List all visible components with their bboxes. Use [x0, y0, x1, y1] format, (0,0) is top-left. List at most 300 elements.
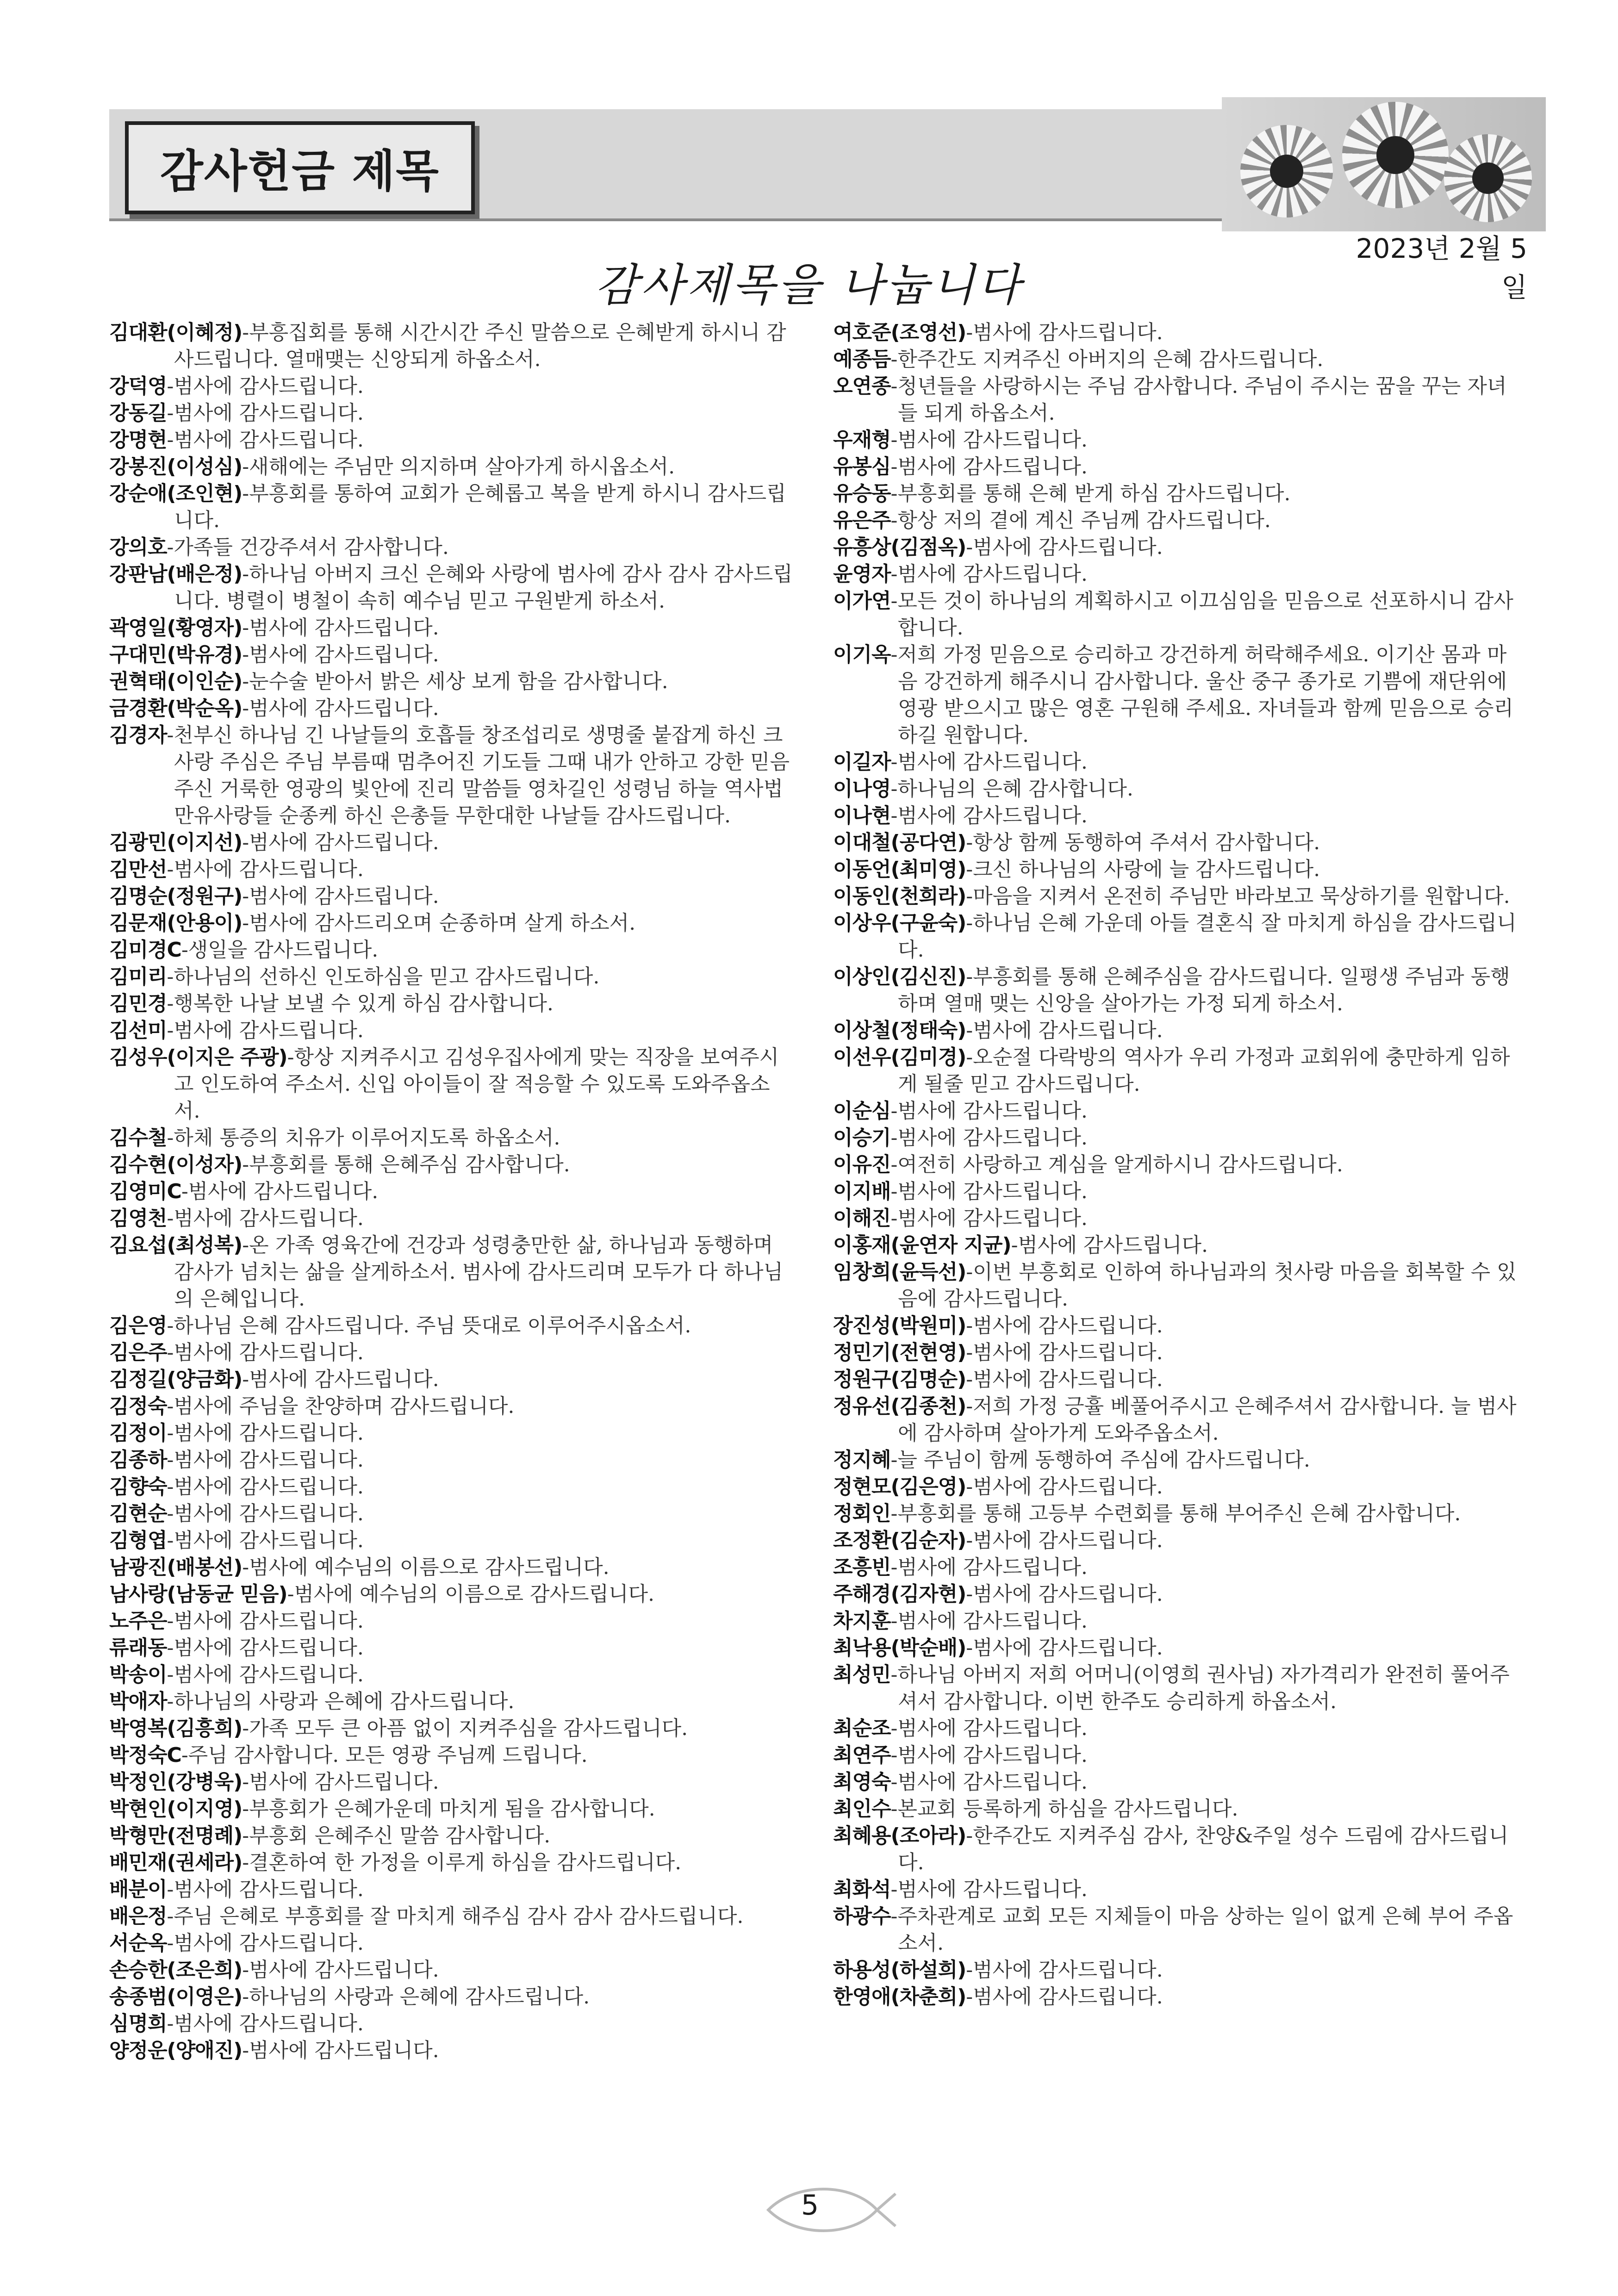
- entry-name: 예종듬: [833, 348, 891, 371]
- entry-text: -하나님의 은혜 감사합니다.: [890, 777, 1133, 801]
- list-item: [109, 695, 794, 722]
- entry-name: 김미경C: [109, 938, 181, 962]
- entry-text: -행복한 나날 보낼 수 있게 하심 감사합니다.: [167, 992, 554, 1015]
- list-item: [109, 534, 794, 561]
- list-item: [833, 346, 1518, 373]
- entry-text: -하나님 아버지 크신 은혜와 사랑에 범사에 감사 감사 감사드립니다. 병렬이 병철이 속히 예수님 믿고 구원받게 하소서.: [174, 562, 793, 613]
- entry-name: 이길자: [833, 750, 891, 774]
- list-item: [109, 668, 794, 695]
- entry-text: -범사에 감사드립니다.: [167, 1663, 364, 1686]
- entry-name: 강순애(조인현): [109, 482, 243, 505]
- entry-name: 이대철(공다연): [833, 831, 966, 854]
- flower-icon: [1444, 134, 1532, 222]
- entry-text: -범사에 감사드립니다.: [242, 643, 439, 666]
- sunflower-illustration: [1222, 97, 1546, 231]
- entry-name: 여호준(조영선): [833, 321, 966, 344]
- entry-name: 김성우(이지은 주광): [109, 1045, 287, 1069]
- list-item: [109, 990, 794, 1017]
- list-item: [109, 883, 794, 910]
- entry-text: -범사에 감사드립니다.: [167, 1529, 364, 1552]
- entry-text: -범사에 예수님의 이름으로 감사드립니다.: [242, 1556, 610, 1579]
- entry-text: -범사에 감사드립니다.: [890, 1099, 1088, 1123]
- entry-text: -하나님 은혜 감사드립니다. 주님 뜻대로 이루어주시옵소서.: [167, 1314, 691, 1338]
- list-item: [833, 561, 1518, 588]
- entry-text: -범사에 감사드립니다.: [1011, 1233, 1208, 1257]
- list-item: [833, 1661, 1518, 1715]
- entry-name: 이상우(구윤숙): [833, 911, 966, 935]
- entry-text: -청년들을 사랑하시는 주님 감사합니다. 주님이 주시는 꿈을 꾸는 자녀들 되게 하옵소서.: [890, 374, 1507, 425]
- entry-text: -온 가족 영육간에 건강과 성령충만한 삶, 하나님과 동행하며 감사가 넘치는 삶을 살게하소서. 범사에 감사드리며 모두가 다 하나님의 은혜입니다.: [174, 1233, 783, 1311]
- entry-name: 김현순: [109, 1502, 167, 1525]
- entry-name: 강판남(배은정): [109, 562, 243, 586]
- flower-icon: [1240, 125, 1333, 218]
- list-item: [833, 1581, 1518, 1608]
- list-item: [833, 1205, 1518, 1232]
- list-item: [109, 1608, 794, 1635]
- entry-text: -하나님의 사랑과 은혜에 감사드립니다.: [242, 1985, 590, 2009]
- entry-text: -한주간도 지켜주심 감사, 찬양&주일 성수 드림에 감사드립니다.: [898, 1824, 1509, 1874]
- list-item: [109, 1742, 794, 1769]
- entry-text: -범사에 감사드립니다.: [167, 401, 364, 425]
- entry-text: -범사에 감사드립니다.: [167, 374, 364, 398]
- entry-text: -범사에 감사드립니다.: [167, 1878, 364, 1901]
- list-item: [109, 937, 794, 964]
- list-item: [109, 1313, 794, 1339]
- entry-name: 정민기(전현영): [833, 1341, 966, 1364]
- entry-name: 강봉진(이성심): [109, 455, 243, 479]
- entry-text: -생일을 감사드립니다.: [181, 938, 379, 962]
- list-item: [833, 1366, 1518, 1393]
- list-item: [833, 1474, 1518, 1500]
- entry-name: 최낙용(박순배): [833, 1636, 966, 1660]
- entry-text: -범사에 감사드립니다.: [167, 1207, 364, 1230]
- list-item: [109, 1823, 794, 1849]
- entry-name: 이가연: [833, 589, 891, 613]
- entry-text: -하체 통증의 치유가 이루어지도록 하옵소서.: [167, 1126, 560, 1150]
- list-item: [833, 1339, 1518, 1366]
- entry-text: -범사에 감사드립니다.: [890, 1126, 1088, 1150]
- entry-text: -범사에 감사드립니다.: [890, 1878, 1088, 1901]
- entry-text: -범사에 감사드립니다.: [242, 1958, 439, 1982]
- entry-name: 이홍재(윤연자 지균): [833, 1233, 1011, 1257]
- entry-name: 구대민(박유경): [109, 643, 243, 666]
- entry-text: -범사에 감사드립니다.: [966, 1341, 1163, 1364]
- right-column: [833, 319, 1518, 2010]
- entry-name: 장진성(박원미): [833, 1314, 966, 1338]
- entry-text: -범사에 감사드립니다.: [167, 2012, 364, 2035]
- list-item: [833, 1232, 1518, 1259]
- entry-text: -결혼하여 한 가정을 이루게 하심을 감사드립니다.: [242, 1851, 682, 1874]
- list-item: [109, 615, 794, 641]
- entry-text: -가족들 건강주셔서 감사합니다.: [167, 535, 449, 559]
- entry-text: -범사에 감사드립니다.: [966, 1582, 1163, 1606]
- list-item: [833, 1608, 1518, 1635]
- entry-name: 이나현: [833, 804, 891, 828]
- entry-name: 김정이: [109, 1421, 167, 1445]
- entry-name: 유봉심: [833, 455, 891, 479]
- entry-text: -범사에 감사드립니다.: [890, 1770, 1088, 1794]
- entry-text: -크신 하나님의 사랑에 늘 감사드립니다.: [966, 858, 1320, 881]
- entry-name: 강명현: [109, 428, 167, 452]
- list-item: [109, 373, 794, 400]
- list-item: [109, 910, 794, 937]
- list-item: [109, 1232, 794, 1313]
- entry-name: 이해진: [833, 1207, 891, 1230]
- entry-text: -범사에 감사드립니다.: [167, 428, 364, 452]
- list-item: [833, 1796, 1518, 1823]
- entry-name: 배은정: [109, 1904, 167, 1928]
- entry-text: -범사에 감사드립니다.: [242, 2039, 439, 2062]
- entry-name: 강의호: [109, 535, 167, 559]
- entry-text: -범사에 감사드립니다.: [242, 616, 439, 640]
- list-item: [833, 1984, 1518, 2010]
- list-item: [833, 1903, 1518, 1957]
- list-item: [109, 641, 794, 668]
- entry-text: -범사에 감사드립니다.: [167, 1609, 364, 1633]
- entry-name: 윤영자: [833, 562, 891, 586]
- entry-name: 배분이: [109, 1878, 167, 1901]
- entry-text: -하나님의 사랑과 은혜에 감사드립니다.: [167, 1690, 515, 1713]
- list-item: [109, 1339, 794, 1366]
- list-item: [833, 1017, 1518, 1044]
- list-item: [109, 1661, 794, 1688]
- entry-text: -범사에 감사드립니다.: [242, 831, 439, 854]
- list-item: [833, 856, 1518, 883]
- list-item: [109, 1393, 794, 1420]
- entry-name: 김만선: [109, 858, 167, 881]
- entry-text: -가족 모두 큰 아픔 없이 지켜주심을 감사드립니다.: [242, 1717, 688, 1740]
- list-item: [109, 1151, 794, 1178]
- entry-name: 김문재(안용이): [109, 911, 243, 935]
- entry-name: 김수철: [109, 1126, 167, 1150]
- entry-text: -범사에 감사드립니다.: [890, 1556, 1088, 1579]
- entry-name: 김은주: [109, 1341, 167, 1364]
- entry-text: -범사에 감사드립니다.: [966, 1475, 1163, 1499]
- entry-text: -범사에 감사드립니다.: [966, 321, 1163, 344]
- entry-name: 이동인(천희라): [833, 884, 966, 908]
- entry-text: -범사에 감사드립니다.: [890, 1743, 1088, 1767]
- list-item: [833, 1527, 1518, 1554]
- entry-name: 남광진(배봉선): [109, 1556, 243, 1579]
- entry-name: 최영숙: [833, 1770, 891, 1794]
- entry-text: -범사에 감사드립니다.: [966, 1368, 1163, 1391]
- entry-text: -여전히 사랑하고 계심을 알게하시니 감사드립니다.: [890, 1153, 1343, 1176]
- entry-name: 이나영: [833, 777, 891, 801]
- entry-text: -범사에 감사드립니다.: [966, 1019, 1163, 1042]
- entry-text: -범사에 감사드립니다.: [167, 1636, 364, 1660]
- entry-name: 김경자: [109, 723, 167, 747]
- entry-name: 박현인(이지영): [109, 1797, 243, 1821]
- list-item: [833, 1769, 1518, 1796]
- entry-text: -범사에 감사드립니다.: [167, 1931, 364, 1955]
- entry-name: 김정숙: [109, 1394, 167, 1418]
- entry-text: -늘 주님이 함께 동행하여 주심에 감사드립니다.: [890, 1448, 1310, 1472]
- entry-text: -부흥집회를 통해 시간시간 주신 말씀으로 은혜받게 하시니 감사드립니다. 열매맺는 신앙되게 하옵소서.: [174, 321, 786, 371]
- section-subtitle: 감사제목을 나눕니다: [595, 259, 1023, 311]
- entry-text: -부흥회를 통해 은혜 받게 하심 감사드립니다.: [890, 482, 1291, 505]
- entry-name: 최화석: [833, 1878, 891, 1901]
- list-item: [833, 1500, 1518, 1527]
- entry-text: -항상 저의 곁에 계신 주님께 감사드립니다.: [890, 509, 1271, 532]
- list-item: [109, 964, 794, 990]
- entry-name: 박형만(전명례): [109, 1824, 243, 1848]
- entry-name: 정원구(김명순): [833, 1368, 966, 1391]
- entry-name: 유은주: [833, 509, 891, 532]
- entry-name: 김향숙: [109, 1475, 167, 1499]
- list-item: [833, 964, 1518, 1017]
- entry-text: -부흥회를 통해 은혜주심을 감사드립니다. 일평생 주님과 동행하며 열매 맺는 신앙을 살아가는 가정 되게 하소서.: [898, 965, 1510, 1015]
- list-item: [833, 1044, 1518, 1098]
- list-item: [833, 1554, 1518, 1581]
- list-item: [833, 1635, 1518, 1661]
- list-item: [109, 1044, 794, 1125]
- list-item: [833, 534, 1518, 561]
- entry-name: 최연주: [833, 1743, 891, 1767]
- entry-text: -이번 부흥회로 인하여 하나님과의 첫사랑 마음을 회복할 수 있음에 감사드립니다.: [898, 1260, 1517, 1311]
- entry-text: -하나님 은혜 가운데 아들 결혼식 잘 마치게 하심을 감사드립니다.: [898, 911, 1517, 962]
- entry-text: -항상 지켜주시고 김성우집사에게 맞는 직장을 보여주시고 인도하여 주소서. 신입 아이들이 잘 적응할 수 있도록 도와주옵소서.: [174, 1045, 779, 1123]
- entry-text: -부흥회가 은혜가운데 마치게 됨을 감사합니다.: [242, 1797, 655, 1821]
- entry-name: 오연종: [833, 374, 891, 398]
- list-item: [833, 1823, 1518, 1876]
- entry-name: 이지배: [833, 1180, 891, 1203]
- entry-name: 김광민(이지선): [109, 831, 243, 854]
- entry-name: 김명순(정원구): [109, 884, 243, 908]
- entry-text: -부흥회를 통해 은혜주심 감사합니다.: [242, 1153, 570, 1176]
- entry-name: 정회인: [833, 1502, 891, 1525]
- entry-name: 이선우(김미경): [833, 1045, 966, 1069]
- entry-text: -범사에 감사드립니다.: [167, 1019, 364, 1042]
- list-item: [109, 1366, 794, 1393]
- entry-text: -모든 것이 하나님의 계획하시고 이끄심임을 믿음으로 선포하시니 감사합니다.: [890, 589, 1513, 640]
- list-item: [109, 856, 794, 883]
- list-item: [109, 1715, 794, 1742]
- entry-name: 권혁태(이인순): [109, 670, 243, 693]
- entry-text: -범사에 감사드립니다.: [966, 1985, 1163, 2009]
- entry-name: 하광수: [833, 1904, 891, 1928]
- entry-text: -범사에 감사드립니다.: [890, 804, 1088, 828]
- entry-text: -범사에 감사드립니다.: [966, 1314, 1163, 1338]
- list-item: [833, 1098, 1518, 1125]
- list-item: [833, 1715, 1518, 1742]
- list-item: [833, 1957, 1518, 1984]
- entry-text: -범사에 감사드립니다.: [181, 1180, 379, 1203]
- list-item: [833, 1876, 1518, 1903]
- entry-name: 박정인(강병욱): [109, 1770, 243, 1794]
- entry-name: 심명희: [109, 2012, 167, 2035]
- list-item: [109, 319, 794, 373]
- entry-name: 강덕영: [109, 374, 167, 398]
- list-item: [109, 2010, 794, 2037]
- entry-text: -범사에 예수님의 이름으로 감사드립니다.: [287, 1582, 654, 1606]
- entry-name: 정지혜: [833, 1448, 891, 1472]
- entry-name: 김미리: [109, 965, 167, 989]
- list-item: [109, 1554, 794, 1581]
- list-item: [833, 641, 1518, 749]
- entry-text: -범사에 감사드립니다.: [242, 697, 439, 720]
- entry-name: 금경환(박순옥): [109, 697, 243, 720]
- entry-name: 우재형: [833, 428, 891, 452]
- list-item: [109, 2037, 794, 2064]
- list-item: [109, 1527, 794, 1554]
- list-item: [109, 1957, 794, 1984]
- entry-text: -범사에 감사드립니다.: [242, 1368, 439, 1391]
- entry-name: 박애자: [109, 1690, 167, 1713]
- list-item: [109, 1500, 794, 1527]
- entry-name: 박영복(김흥희): [109, 1717, 243, 1740]
- entry-name: 배민재(권세라): [109, 1851, 243, 1874]
- list-item: [833, 1151, 1518, 1178]
- entry-text: -범사에 감사드립니다.: [242, 884, 439, 908]
- entry-name: 박정숙C: [109, 1743, 181, 1767]
- entry-name: 이상철(정태숙): [833, 1019, 966, 1042]
- entry-text: -범사에 감사드립니다.: [890, 1207, 1088, 1230]
- list-item: [109, 1930, 794, 1957]
- entry-name: 이유진: [833, 1153, 891, 1176]
- entry-name: 차지훈: [833, 1609, 891, 1633]
- issue-date: 2023년 2월 5일: [1356, 233, 1527, 303]
- entry-name: 이승기: [833, 1126, 891, 1150]
- entry-text: -주차관계로 교회 모든 지체들이 마음 상하는 일이 없게 은혜 부어 주옵소서.: [890, 1904, 1513, 1955]
- entry-text: -범사에 주님을 찬양하며 감사드립니다.: [167, 1394, 515, 1418]
- entry-text: -하나님의 선하신 인도하심을 믿고 감사드립니다.: [167, 965, 600, 989]
- entry-name: 조정환(김순자): [833, 1529, 966, 1552]
- list-item: [109, 454, 794, 480]
- entry-text: -천부신 하나님 긴 나날들의 호흡들 창조섭리로 생명줄 붙잡게 하신 크사랑 주심은 주님 부름때 멈추어진 기도들 그때 내가 안하고 강한 믿음 주신 거룩한 영광의 빛안에 진리 말씀들 영차길인 성령님 하늘 역사법 만유사랑들 순종케 하신 은총들 무한대한 나날들 감사드립니다.: [167, 723, 790, 828]
- list-item: [109, 400, 794, 427]
- entry-text: -범사에 감사드립니다.: [167, 1475, 364, 1499]
- entry-name: 최순조: [833, 1717, 891, 1740]
- list-item: [109, 1635, 794, 1661]
- entry-text: -주님 은혜로 부흥회를 잘 마치게 해주심 감사 감사 감사드립니다.: [167, 1904, 744, 1928]
- entry-name: 이순심: [833, 1099, 891, 1123]
- list-item: [833, 507, 1518, 534]
- list-item: [109, 1769, 794, 1796]
- list-item: [833, 910, 1518, 964]
- list-item: [109, 480, 794, 534]
- entry-name: 김영천: [109, 1207, 167, 1230]
- list-item: [833, 427, 1518, 454]
- list-item: [109, 722, 794, 829]
- entry-text: -범사에 감사드립니다.: [966, 1529, 1163, 1552]
- entry-text: -범사에 감사드립니다.: [167, 1421, 364, 1445]
- entry-name: 이기옥: [833, 643, 891, 666]
- entry-text: -눈수술 받아서 밝은 세상 보게 함을 감사합니다.: [242, 670, 668, 693]
- entry-name: 김영미C: [109, 1180, 181, 1203]
- entry-text: -범사에 감사드립니다.: [242, 1770, 439, 1794]
- entry-name: 김민경: [109, 992, 167, 1015]
- entry-text: -범사에 감사드립니다.: [890, 455, 1088, 479]
- entry-name: 이상인(김신진): [833, 965, 966, 989]
- left-column: [109, 319, 794, 2064]
- entry-name: 한영애(차춘희): [833, 1985, 966, 2009]
- entry-name: 강동길: [109, 401, 167, 425]
- entry-text: -부흥회 은혜주신 말씀 감사합니다.: [242, 1824, 551, 1848]
- entry-name: 김선미: [109, 1019, 167, 1042]
- list-item: [109, 1581, 794, 1608]
- list-item: [109, 1017, 794, 1044]
- flower-icon: [1342, 102, 1449, 208]
- list-item: [833, 1178, 1518, 1205]
- entry-text: -본교회 등록하게 하심을 감사드립니다.: [890, 1797, 1238, 1821]
- list-item: [109, 1420, 794, 1447]
- entry-text: -범사에 감사드립니다.: [890, 428, 1088, 452]
- entry-name: 김종하: [109, 1448, 167, 1472]
- entry-name: 정유선(김종천): [833, 1394, 966, 1418]
- entry-name: 이동언(최미영): [833, 858, 966, 881]
- list-item: [833, 588, 1518, 641]
- list-item: [109, 1984, 794, 2010]
- list-item: [833, 1125, 1518, 1151]
- page-title: 감사헌금 제목: [125, 121, 475, 214]
- entry-name: 서순옥: [109, 1931, 167, 1955]
- list-item: [833, 480, 1518, 507]
- list-item: [833, 776, 1518, 803]
- entry-name: 손승한(조은희): [109, 1958, 243, 1982]
- list-item: [109, 1796, 794, 1823]
- entry-name: 김대환(이혜정): [109, 321, 243, 344]
- entry-name: 남사랑(남동균 믿음): [109, 1582, 287, 1606]
- list-item: [109, 561, 794, 615]
- entry-text: -범사에 감사드립니다.: [890, 1180, 1088, 1203]
- list-item: [109, 829, 794, 856]
- entry-text: -새해에는 주님만 의지하며 살아가게 하시옵소서.: [242, 455, 675, 479]
- entry-name: 주해경(김자현): [833, 1582, 966, 1606]
- entry-text: -오순절 다락방의 역사가 우리 가정과 교회위에 충만하게 임하게 될줄 믿고 감사드립니다.: [898, 1045, 1510, 1096]
- entry-text: -저희 가정 믿음으로 승리하고 강건하게 허락해주세요. 이기산 몸과 마음 강건하게 해주시니 감사합니다. 울산 중구 종가로 기쁨에 재단위에 영광 받으시고 많은 영혼 구원해 주세요. 자녀들과 함께 믿음으로 승리하길 원합니다.: [890, 643, 1513, 747]
- list-item: [109, 1474, 794, 1500]
- entry-name: 김형엽: [109, 1529, 167, 1552]
- entry-text: -범사에 감사드립니다.: [167, 1341, 364, 1364]
- entry-name: 김수현(이성자): [109, 1153, 243, 1176]
- entry-name: 조흥빈: [833, 1556, 891, 1579]
- entry-text: -범사에 감사드립니다.: [167, 1502, 364, 1525]
- entry-text: -범사에 감사드립니다.: [890, 562, 1088, 586]
- list-item: [109, 1178, 794, 1205]
- entry-text: -저희 가정 긍휼 베풀어주시고 은혜주셔서 감사합니다. 늘 범사에 감사하며 살아가게 도와주옵소서.: [898, 1394, 1517, 1445]
- entry-text: -범사에 감사드립니다.: [966, 1958, 1163, 1982]
- entry-text: -범사에 감사드립니다.: [890, 1609, 1088, 1633]
- list-item: [109, 1876, 794, 1903]
- page-number: 5: [801, 2189, 819, 2221]
- list-item: [833, 373, 1518, 427]
- list-item: [109, 1903, 794, 1930]
- entry-name: 하용성(하설희): [833, 1958, 966, 1982]
- entry-text: -한주간도 지켜주신 아버지의 은혜 감사드립니다.: [890, 348, 1324, 371]
- list-item: [833, 1393, 1518, 1447]
- entry-name: 임창희(윤득선): [833, 1260, 966, 1284]
- entry-text: -범사에 감사드립니다.: [890, 750, 1088, 774]
- list-item: [833, 803, 1518, 829]
- list-item: [109, 1688, 794, 1715]
- list-item: [833, 1742, 1518, 1769]
- list-item: [109, 1849, 794, 1876]
- list-item: [833, 829, 1518, 856]
- entry-text: -부흥회를 통하여 교회가 은혜롭고 복을 받게 하시니 감사드립니다.: [174, 482, 786, 532]
- entry-text: -부흥회를 통해 고등부 수련회를 통해 부어주신 은혜 감사합니다.: [890, 1502, 1461, 1525]
- list-item: [833, 1447, 1518, 1474]
- entry-name: 유승동: [833, 482, 891, 505]
- entry-name: 송종범(이영은): [109, 1985, 243, 2009]
- entry-name: 박송이: [109, 1663, 167, 1686]
- list-item: [833, 883, 1518, 910]
- entry-name: 노주은: [109, 1609, 167, 1633]
- entry-text: -마음을 지켜서 온전히 주님만 바라보고 묵상하기를 원합니다.: [966, 884, 1510, 908]
- entry-name: 최성민: [833, 1663, 891, 1686]
- entry-text: -범사에 감사드립니다.: [890, 1717, 1088, 1740]
- list-item: [833, 749, 1518, 776]
- entry-name: 김은영: [109, 1314, 167, 1338]
